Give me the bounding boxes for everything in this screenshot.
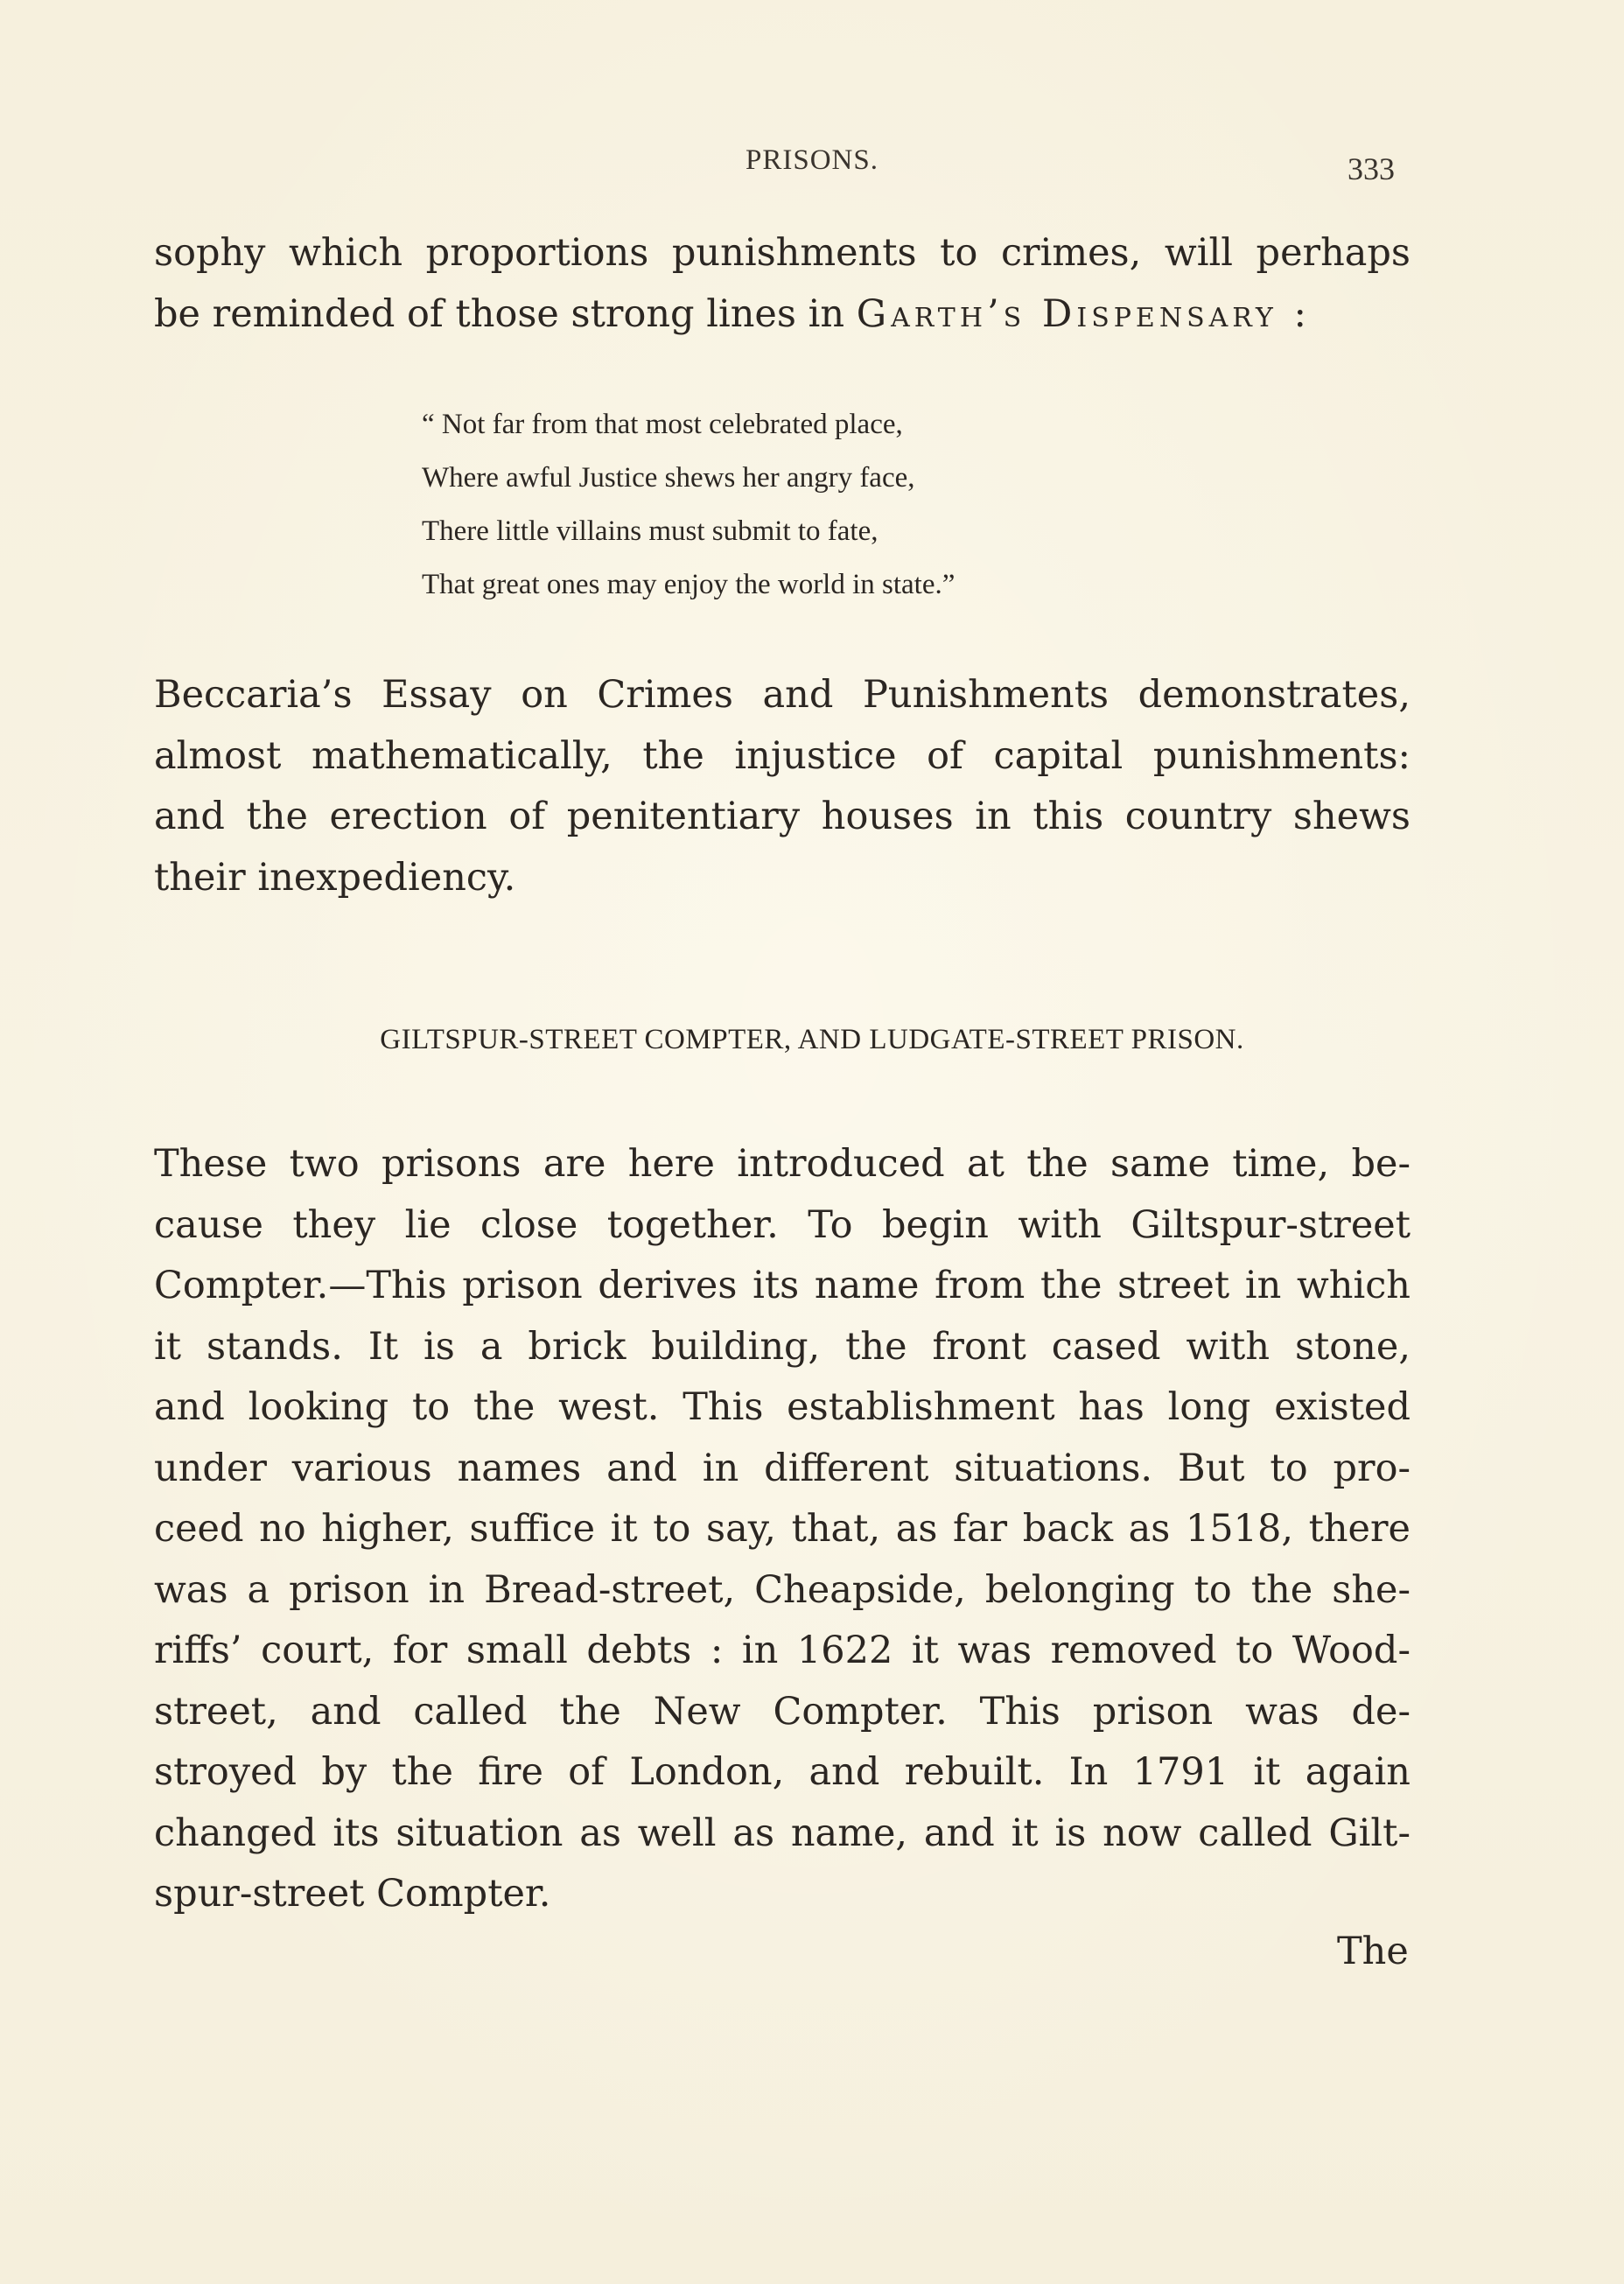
paragraph-line: Compter.—This prison derives its name from the street in which	[154, 1264, 1410, 1307]
paragraph-line: and looking to the west. This establishment has long existed	[154, 1385, 1410, 1429]
paragraph-line: Beccaria’s Essay on Crimes and Punishments demonstrates,	[154, 673, 1410, 717]
verse-quotation	[422, 398, 955, 612]
running-title: PRISONS.	[746, 144, 878, 176]
verse-line: Where awful Justice shews her angry face,	[422, 462, 915, 494]
paragraph-line: These two prisons are here introduced at the same time, be-	[154, 1142, 1410, 1186]
paragraph-line	[154, 284, 1410, 346]
paragraph-1	[154, 223, 1410, 345]
paragraph-line: it stands. It is a brick building, the front cased with stone,	[154, 1324, 1410, 1369]
paragraph-line: their inexpediency.	[154, 855, 516, 900]
paragraph-line: riffs’ court, for small debts : in 1622 it was removed to Wood-	[154, 1629, 1410, 1672]
verse-line: “ Not far from that most celebrated place,	[422, 409, 903, 440]
catchword: The	[1337, 1930, 1409, 1973]
paragraph-line: stroyed by the fire of London, and rebuilt. In 1791 it again	[154, 1750, 1410, 1794]
paragraph-line: was a prison in Bread-street, Cheapside, belonging to the she-	[154, 1567, 1410, 1612]
paragraph-line: changed its situation as well as name, and it is now called Gilt-	[154, 1811, 1410, 1855]
paragraph-line: cause they lie close together. To begin with Giltspur-street	[154, 1202, 1410, 1247]
paragraph-line: almost mathematically, the injustice of capital punishments:	[154, 733, 1410, 778]
paragraph-line: under various names and in different situations. But to pro-	[154, 1446, 1410, 1490]
page-number: 333	[1348, 151, 1395, 186]
paragraph-line: street, and called the New Compter. This prison was de-	[154, 1689, 1410, 1734]
paragraph-line: ceed no higher, suffice it to say, that, as far back as 1518, there	[154, 1507, 1410, 1551]
verse-line: That great ones may enjoy the world in state.”	[422, 569, 956, 600]
paragraph-line-text: be reminded of those strong lines in	[154, 291, 845, 336]
verse-line: There little villains must submit to fate,	[422, 515, 878, 547]
paragraph-line: spur-street Compter.	[154, 1872, 551, 1916]
paragraph-line: and the erection of penitentiary houses in this country shews	[154, 795, 1410, 838]
paragraph-line: sophy which proportions punishments to crimes, will perhaps	[154, 231, 1410, 275]
paragraph-2	[154, 665, 1410, 908]
section-heading: GILTSPUR-STREET COMPTER, AND LUDGATE-STREET PRISON.	[380, 1024, 1244, 1055]
paragraph-3	[154, 1134, 1410, 1925]
citation-dispensary: Garth’s Dispensary :	[856, 291, 1311, 336]
